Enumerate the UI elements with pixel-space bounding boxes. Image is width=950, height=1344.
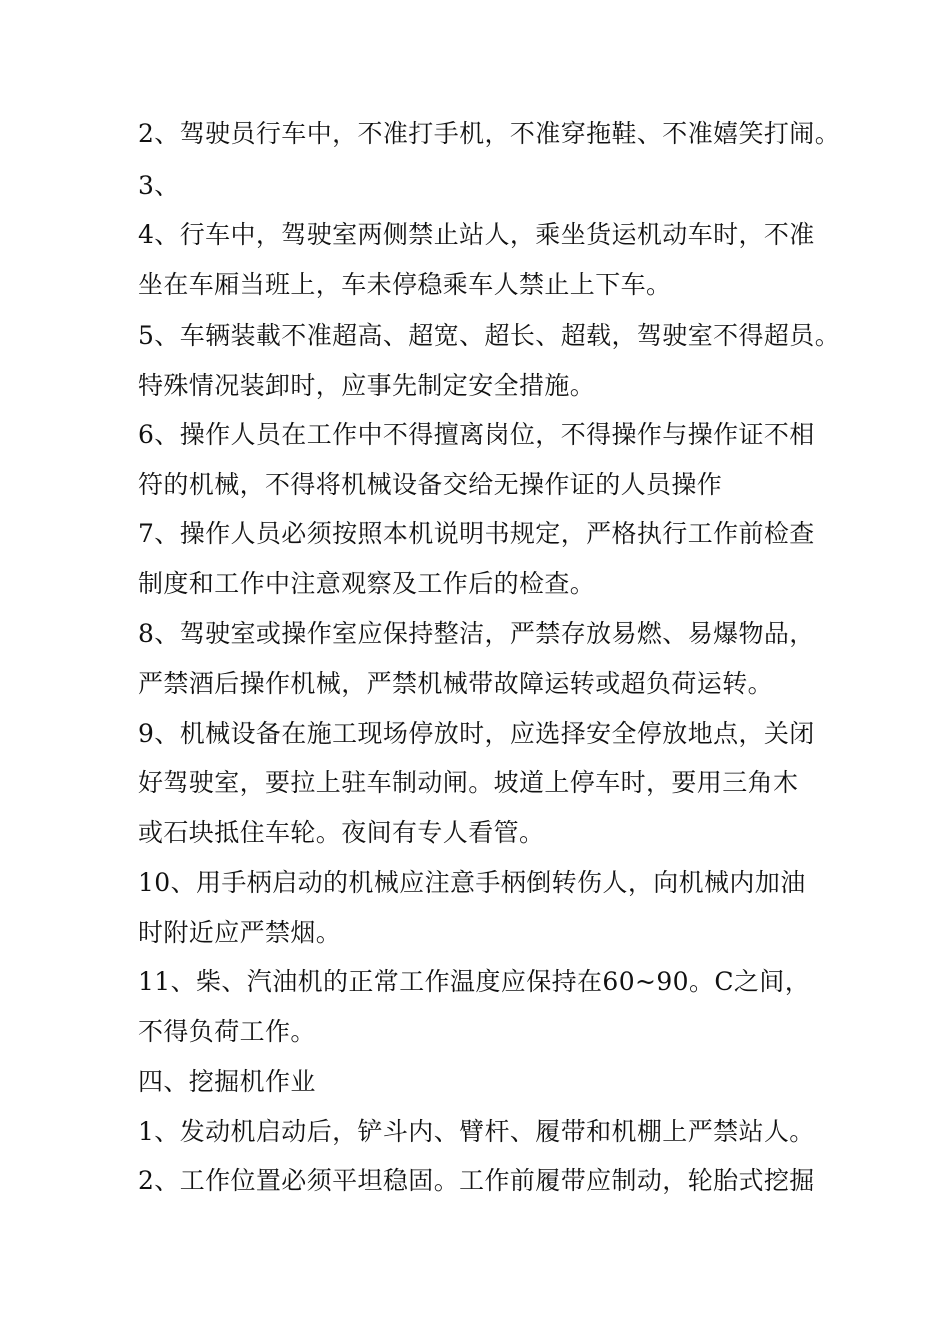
text-line: 2、工作位置必须平坦稳固。工作前履带应制动，轮胎式挖掘 [138,1166,815,1195]
text-line: 好驾驶室，要拉上驻车制动闸。坡道上停车时，要用三角木 [138,768,799,797]
text-line: 或石块抵住车轮。夜间有专人看管。 [138,818,545,847]
text-line: 3、 [138,171,180,200]
text-line: 7、操作人员必须按照本机说明书规定，严格执行工作前检查 [138,519,815,548]
text-line: 坐在车厢当班上，车未停稳乘车人禁止上下车。 [138,270,672,299]
text-line: 制度和工作中注意观察及工作后的检查。 [138,569,596,598]
text-line: 时附近应严禁烟。 [138,918,342,947]
text-line: 6、操作人员在工作中不得擅离岗位，不得操作与操作证不相 [138,420,815,449]
text-line: 不得负荷工作。 [138,1017,316,1046]
text-line: 11、柴、汽油机的正常工作温度应保持在60~90。C之间， [138,967,811,996]
text-line: 符的机械，不得将机械设备交给无操作证的人员操作 [138,470,723,499]
section-heading: 四、挖掘机作业 [138,1067,316,1096]
text-line: 9、机械设备在施工现场停放时，应选择安全停放地点，关闭 [138,719,815,748]
text-line: 严禁酒后操作机械，严禁机械带故障运转或超负荷运转。 [138,669,774,698]
text-line: 8、驾驶室或操作室应保持整洁，严禁存放易燃、易爆物品， [138,619,815,648]
text-line: 4、行车中，驾驶室两侧禁止站人，乘坐货运机动车时，不准 [138,220,815,249]
text-line: 2、驾驶员行车中，不准打手机，不准穿拖鞋、不准嬉笑打闹。 [138,119,841,148]
text-line: 5、车辆装載不准超高、超宽、超长、超载，驾驶室不得超员。 [138,321,841,350]
text-line: 10、用手柄启动的机械应注意手柄倒转伤人，向机械内加油 [138,868,806,897]
text-line: 1、发动机启动后，铲斗内、臂杆、履带和机棚上严禁站人。 [138,1117,815,1146]
text-line: 特殊情况装卸时，应事先制定安全措施。 [138,371,596,400]
